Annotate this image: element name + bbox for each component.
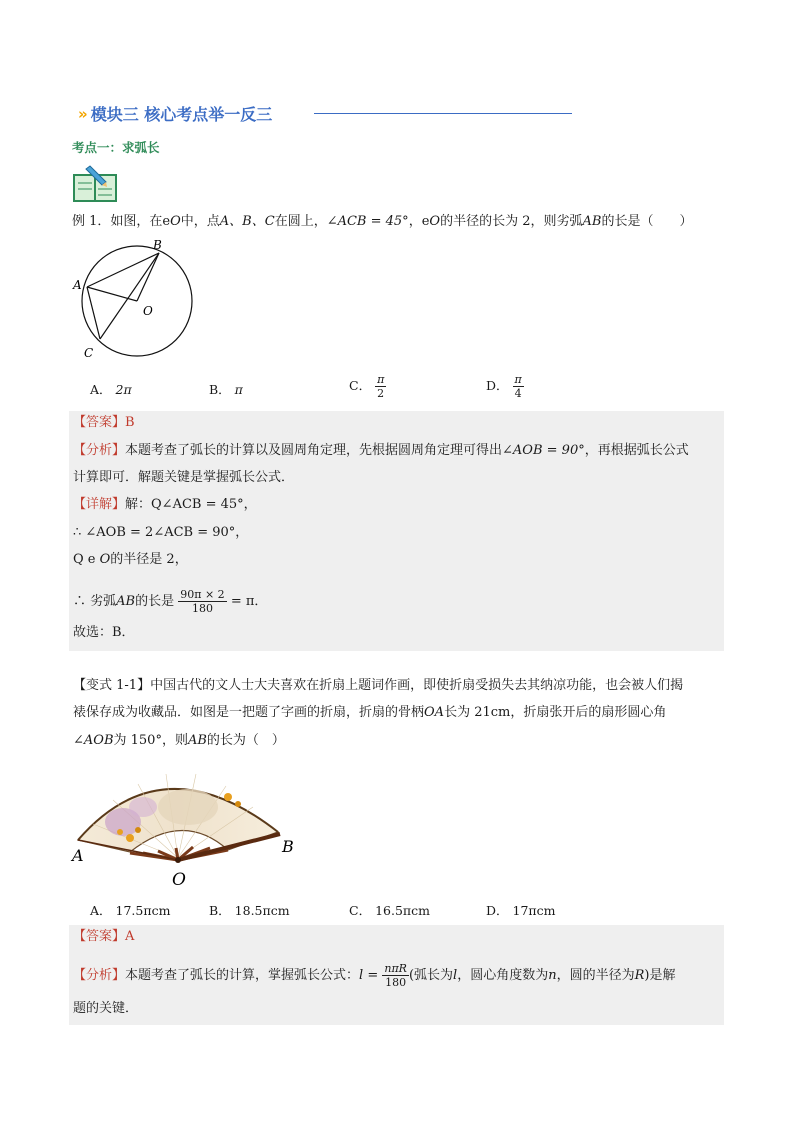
solution2-analysis-1: 【分析】本题考查了弧长的计算，掌握弧长公式：l = $\frac{\text{nπR}}{180}$ (弧长为l，圆心角度数为n，圆的半径为R)是解: [73, 962, 676, 989]
double-chevron-icon: »: [78, 104, 85, 123]
fan-label-A: A: [72, 846, 84, 865]
solution1-analysis-2: 计算即可．解题关键是掌握弧长公式．: [73, 470, 295, 485]
variant1-line3: ∠AOB为 150°，则AB的长为（ ）: [73, 733, 285, 748]
kaodian-title: 考点一：求弧长: [72, 140, 160, 155]
solution1-detail-4: ∴ 劣弧AB的长是 $\frac{90\pi \times 2}{180}$ = π．: [73, 588, 268, 615]
section-divider: [314, 113, 572, 114]
variant1-line1: 【变式 1-1】中国古代的文人士大夫喜欢在折扇上题词作画，即使折扇受损失去其纳凉功能，也会被人们揭: [73, 678, 684, 693]
variant-option-b[interactable]: B． 18.5πcm: [209, 903, 290, 918]
solution1-answer: 【答案】B: [73, 415, 135, 430]
example1-question: 例 1．如图，在eO中，点A、B、C在圆上，∠ACB = 45°，eO的半径的长为 2，则劣弧AB的长是（ ）: [72, 214, 693, 229]
solution2-analysis-2: 题的关键．: [73, 1001, 139, 1016]
label-C: C: [84, 346, 94, 360]
label-A: A: [73, 278, 82, 292]
option-b[interactable]: B． π: [209, 382, 243, 397]
variant1-line2: 裱保存成为收藏品．如图是一把题了字画的折扇，折扇的骨柄OA长为 21cm，折扇张开后的扇形圆心角: [73, 705, 667, 720]
section-header: [78, 102, 272, 125]
solution1-detail-5: 故选：B．: [73, 625, 135, 640]
label-O: O: [143, 304, 153, 318]
solution1-detail-2: ∴ ∠AOB = 2∠ACB = 90°，: [73, 525, 249, 540]
variant-option-a[interactable]: A． 17.5πcm: [90, 903, 171, 918]
variant-option-d[interactable]: D． 17πcm: [486, 903, 556, 918]
option-c[interactable]: C． $\frac{\pi}{2}$: [349, 373, 385, 400]
circle-figure: [70, 236, 200, 362]
book-pencil-icon: [72, 165, 118, 203]
variant-option-c[interactable]: C． 16.5πcm: [349, 903, 430, 918]
option-a[interactable]: A． 2π: [90, 382, 132, 397]
fan-label-B: B: [282, 837, 294, 856]
option-d[interactable]: D． $\frac{\pi}{4}$: [486, 373, 522, 400]
solution1-analysis-1: 【分析】本题考查了弧长的计算以及圆周角定理，先根据圆周角定理可得出∠AOB = 90°，再根据弧长公式: [73, 443, 689, 458]
solution1-detail-3: Q e O的半径是 2，: [73, 552, 188, 567]
solution1-detail-1: 【详解】解：Q∠ACB = 45°，: [73, 497, 257, 512]
section-title: 模块三 核心考点举一反三: [90, 105, 273, 124]
fan-label-O: O: [172, 870, 186, 890]
solution2-answer: 【答案】A: [73, 929, 135, 944]
label-B: B: [153, 238, 162, 252]
folding-fan-figure: [68, 752, 308, 892]
